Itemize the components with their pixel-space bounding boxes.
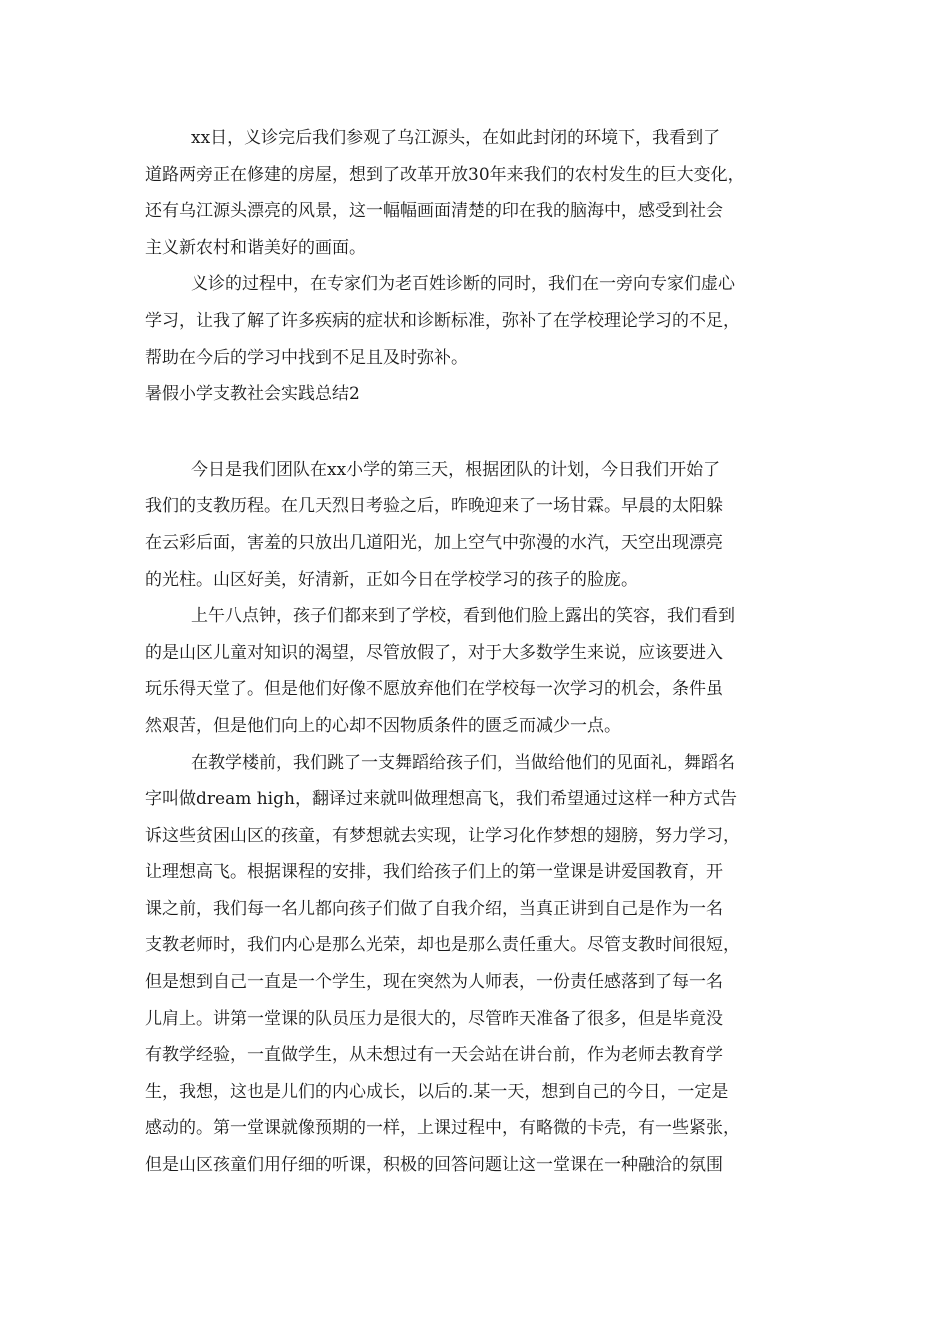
paragraph [145, 745, 813, 1184]
text-line: 在云彩后面，害羞的只放出几道阳光，加上空气中弥漫的水汽，天空出现漂亮 [145, 532, 723, 553]
text-line: 今日是我们团队在xx小学的第三天，根据团队的计划，今日我们开始了 [191, 459, 721, 480]
paragraph [145, 266, 813, 376]
text-line: 道路两旁正在修建的房屋，想到了改革开放30年来我们的农村发生的巨大变化， [145, 164, 745, 185]
text-line: 在教学楼前，我们跳了一支舞蹈给孩子们，当做给他们的见面礼，舞蹈名 [191, 752, 735, 773]
text-line: 诉这些贫困山区的孩童，有梦想就去实现，让学习化作梦想的翅膀，努力学习， [145, 825, 740, 846]
text-line: 支教老师时，我们内心是那么光荣，却也是那么责任重大。尽管支教时间很短， [145, 935, 740, 956]
text-line: 让理想高飞。根据课程的安排，我们给孩子们上的第一堂课是讲爱国教育，开 [145, 862, 723, 883]
text-line: 主义新农村和谐美好的画面。 [145, 237, 366, 258]
text-line: 的是山区儿童对知识的渴望，尽管放假了，对于大多数学生来说，应该要进入 [145, 642, 723, 663]
text-line: 上午八点钟，孩子们都来到了学校，看到他们脸上露出的笑容，我们看到 [191, 606, 735, 627]
text-line: 帮助在今后的学习中找到不足且及时弥补。 [145, 347, 468, 368]
paragraph [145, 452, 813, 598]
paragraph [145, 120, 813, 266]
text-line: 然艰苦，但是他们向上的心却不因物质条件的匮乏而减少一点。 [145, 715, 621, 736]
text-line: 课之前，我们每一名儿都向孩子们做了自我介绍，当真正讲到自己是作为一名 [145, 898, 723, 919]
blank-space [145, 413, 813, 452]
text-line: 我们的支教历程。在几天烈日考验之后，昨晚迎来了一场甘霖。早晨的太阳躲 [145, 496, 723, 517]
text-line: 学习，让我了解了许多疾病的症状和诊断标准，弥补了在学校理论学习的不足， [145, 310, 740, 331]
section-heading: 暑假小学支教社会实践总结2 [145, 384, 360, 405]
text-line: 玩乐得天堂了。但是他们好像不愿放弃他们在学校每一次学习的机会，条件虽 [145, 679, 723, 700]
text-line: 儿肩上。讲第一堂课的队员压力是很大的，尽管昨天准备了很多，但是毕竟没 [145, 1008, 723, 1029]
text-line: xx日，义诊完后我们参观了乌江源头，在如此封闭的环境下，我看到了 [191, 128, 721, 148]
paragraph [145, 598, 813, 744]
text-line: 的光柱。山区好美，好清新，正如今日在学校学习的孩子的脸庞。 [145, 569, 638, 590]
document-body [145, 120, 813, 1184]
text-line: 义诊的过程中，在专家们为老百姓诊断的同时，我们在一旁向专家们虚心 [191, 274, 735, 295]
text-line: 但是山区孩童们用仔细的听课，积极的回答问题让这一堂课在一种融洽的氛围 [145, 1155, 723, 1176]
text-line: 还有乌江源头漂亮的风景，这一幅幅画面清楚的印在我的脑海中，感受到社会 [145, 201, 723, 222]
text-line: 但是想到自己一直是一个学生，现在突然为人师表，一份责任感落到了每一名 [145, 972, 723, 993]
text-line: 感动的。第一堂课就像预期的一样，上课过程中，有略微的卡壳，有一些紧张， [145, 1118, 740, 1139]
text-line: 有教学经验，一直做学生，从未想过有一天会站在讲台前，作为老师去教育学 [145, 1045, 723, 1066]
text-line: 生，我想，这也是儿们的内心成长，以后的.某一天，想到自己的今日，一定是 [145, 1081, 729, 1102]
text-line: 字叫做dream high，翻译过来就叫做理想高飞，我们希望通过这样一种方式告 [145, 789, 737, 810]
